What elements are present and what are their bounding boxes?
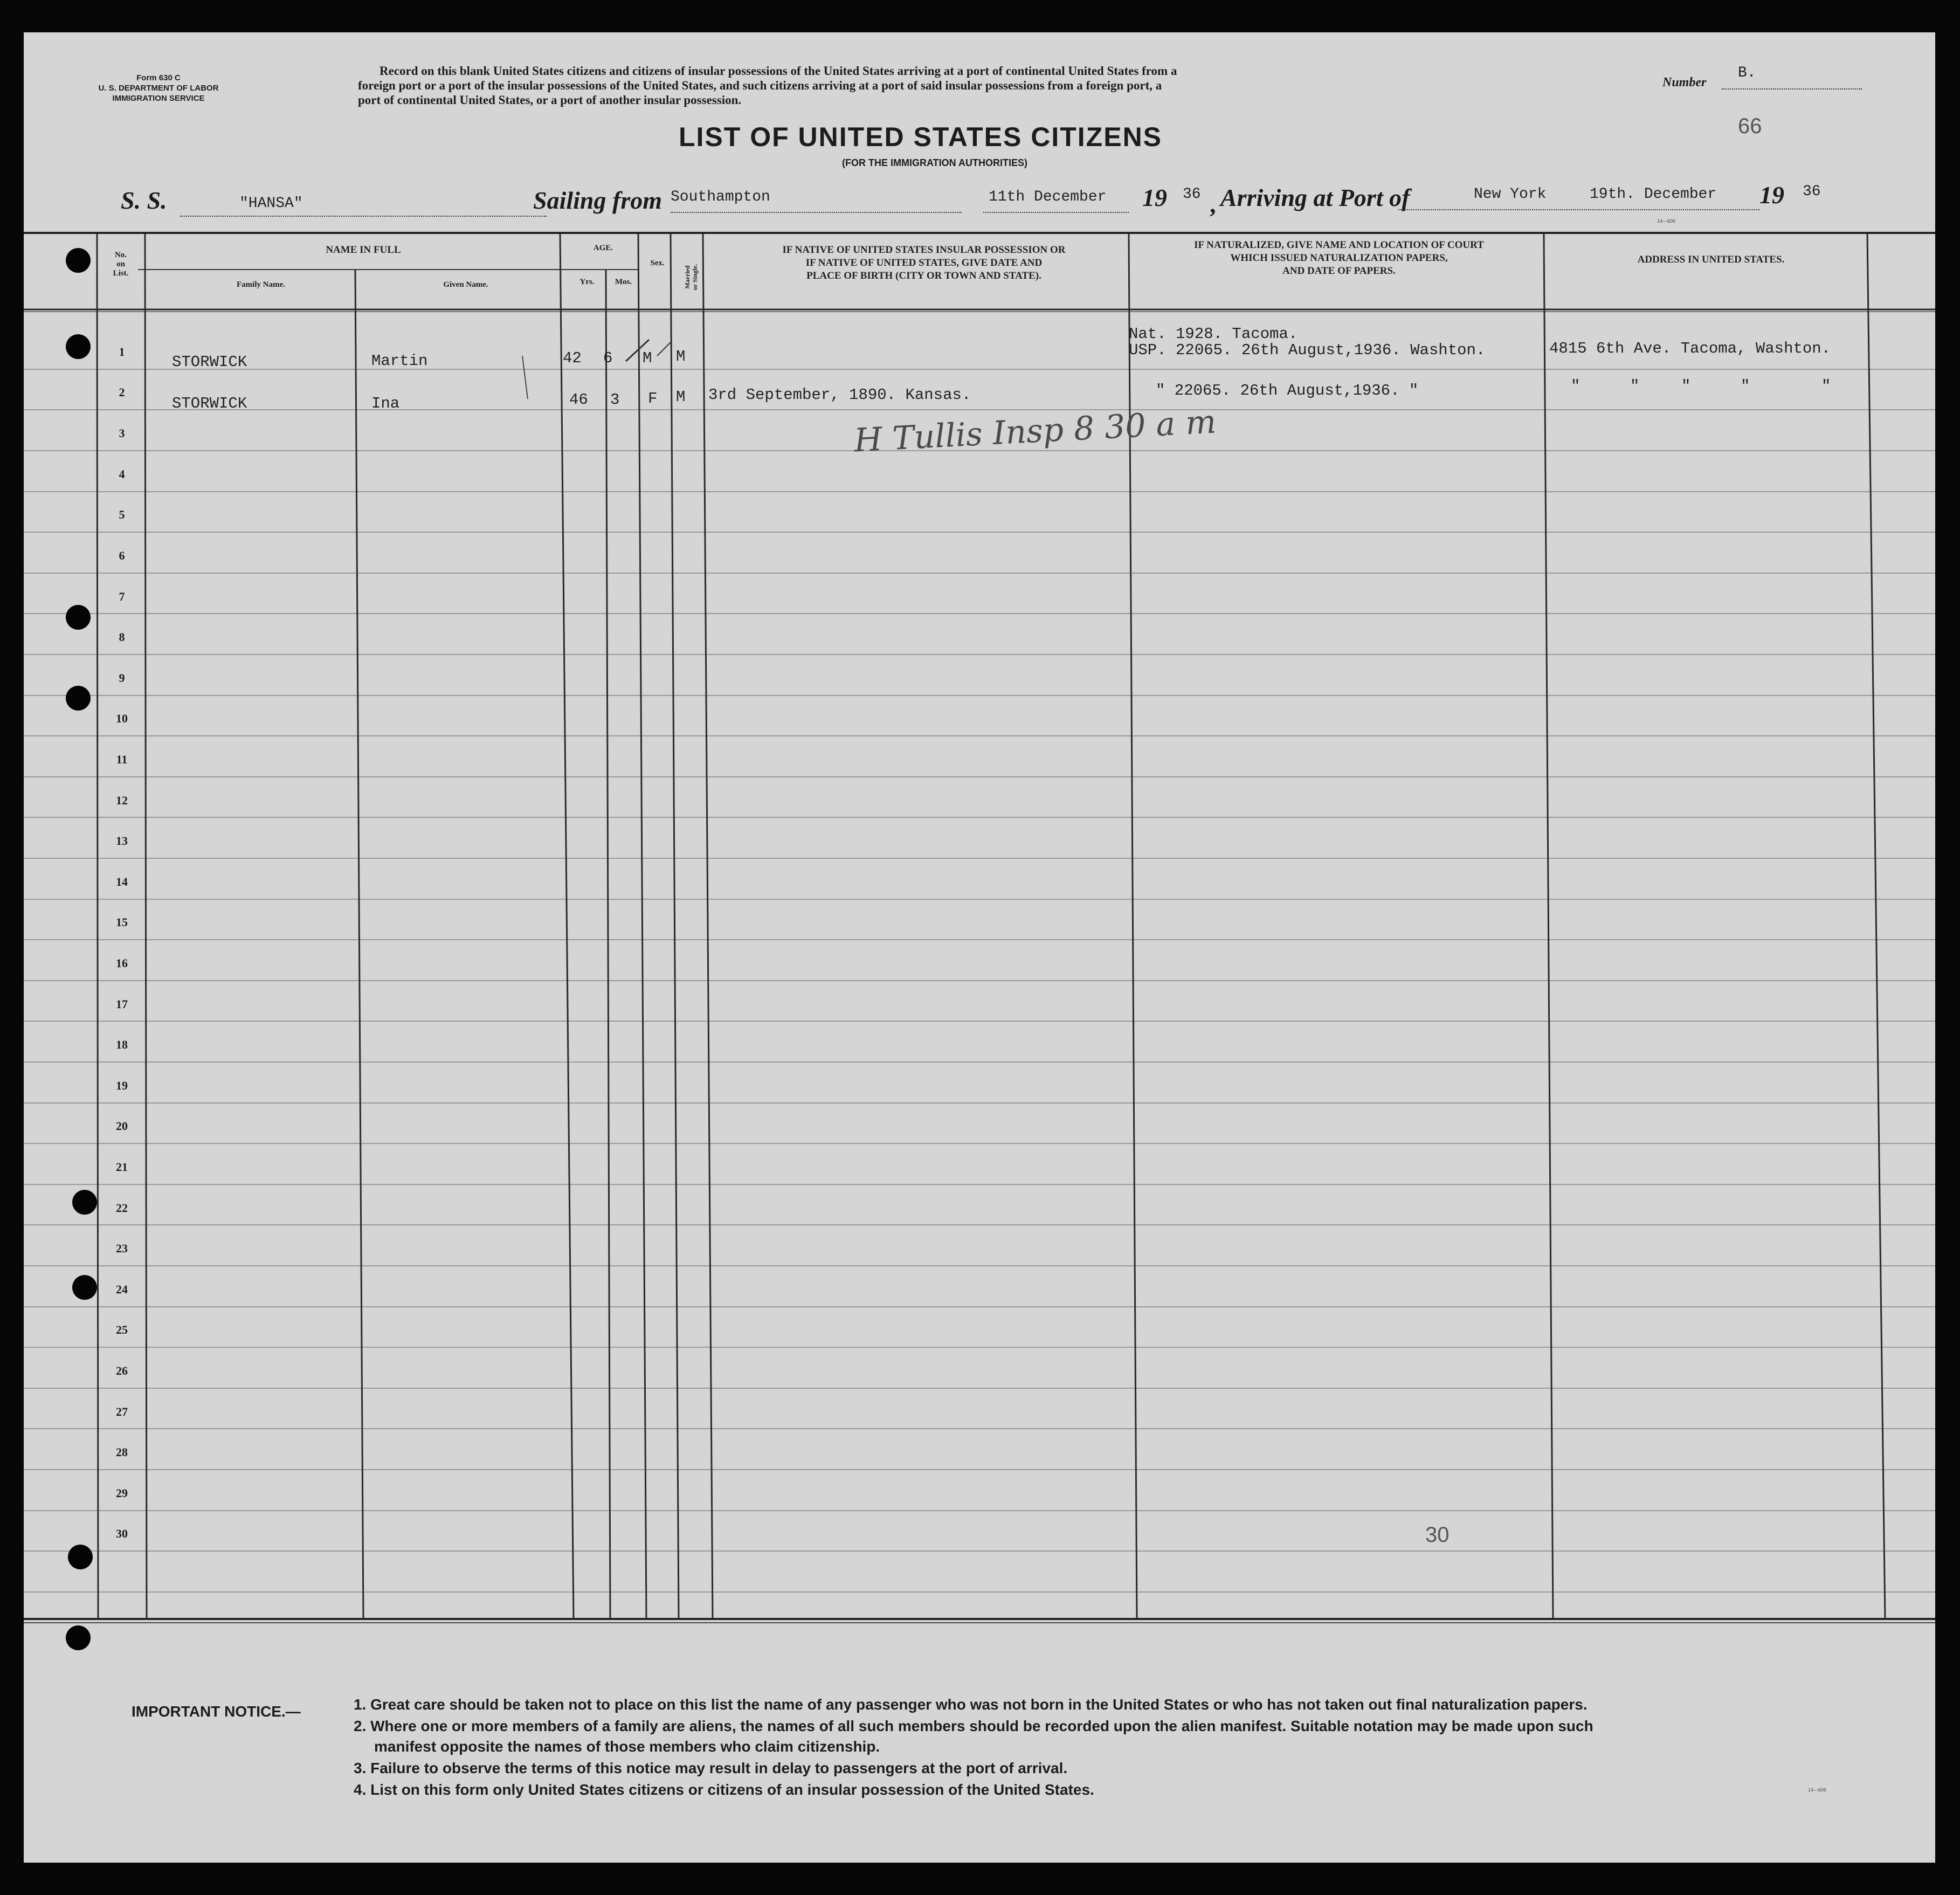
- number-label: Number: [1662, 75, 1707, 89]
- header-single-line: or Single.: [691, 264, 699, 291]
- arrival-year: 36: [1803, 183, 1821, 200]
- service: IMMIGRATION SERVICE: [112, 94, 205, 103]
- number-value: B.: [1738, 65, 1756, 81]
- entry-age-years: 42: [563, 349, 582, 367]
- sailing-port: Southampton: [671, 189, 770, 205]
- notice-heading: IMPORTANT NOTICE.—: [132, 1703, 301, 1720]
- entry-naturalization-line2: USP. 22065. 26th August,1936. Washton.: [1129, 341, 1486, 359]
- entry-given-name: Ina: [371, 395, 400, 412]
- row-number: 11: [116, 753, 128, 766]
- sheet-number: 66: [1738, 114, 1762, 138]
- header-married: [684, 245, 699, 309]
- entry-address-ditto: ": [1741, 377, 1750, 395]
- row-number: 9: [119, 671, 125, 685]
- punch-hole: [72, 1190, 97, 1215]
- row-number: 10: [116, 712, 128, 725]
- header-sex: Sex.: [650, 259, 665, 267]
- row-number: 13: [116, 834, 128, 847]
- notice-item: 1. Great care should be taken not to place on this list the name of any passenger who was not born in the United States or who has not taken out final naturalization papers.: [354, 1696, 1588, 1713]
- row-number: 8: [119, 630, 125, 644]
- row-number: 24: [116, 1283, 128, 1296]
- entry-married: M: [676, 388, 686, 406]
- printer-code-top: 14—606: [1657, 218, 1676, 224]
- header-no: No.: [114, 251, 127, 259]
- entry-married: M: [676, 348, 686, 366]
- handwritten-inspector-note: H Tullis Insp 8 30 a m: [853, 403, 1217, 460]
- row-number: 15: [116, 915, 128, 929]
- instruction-line: Record on this blank United States citizens and citizens of insular possessions of the United States arriving at a port of continental United States from a: [379, 64, 1177, 78]
- manifest-page: [24, 32, 1935, 1863]
- instruction-line: port of continental United States, or a port of another insular possession.: [358, 93, 742, 107]
- ledger-grid: [24, 32, 1935, 1863]
- row-number: 21: [116, 1160, 128, 1174]
- ruled-lines: [24, 369, 1935, 1592]
- punch-hole: [66, 248, 91, 273]
- form-identification: [78, 73, 239, 104]
- row-number: 5: [119, 508, 125, 521]
- header-native-line: IF NATIVE OF UNITED STATES, GIVE DATE AND: [805, 257, 1043, 268]
- entry-family-name: STORWICK: [172, 353, 247, 371]
- notice-item: 2. Where one or more members of a family are aliens, the names of all such members should be recorded upon the alien manifest. Suitable notation may be made upon such: [354, 1718, 1593, 1734]
- sailing-year-prefix: 19: [1142, 184, 1167, 211]
- entry-age-months: 6: [603, 349, 613, 367]
- ship-line: [180, 216, 547, 217]
- sailing-date: 11th December: [989, 189, 1107, 205]
- header-naturalized-line: IF NATURALIZED, GIVE NAME AND LOCATION OF COURT: [1194, 239, 1484, 251]
- entry-address: 4815 6th Ave. Tacoma, Washton.: [1549, 340, 1831, 357]
- row-number: 2: [119, 385, 125, 399]
- row-number: 7: [119, 590, 125, 603]
- entry-address-ditto: ": [1681, 377, 1691, 395]
- department: U. S. DEPARTMENT OF LABOR: [98, 84, 219, 93]
- entry-age-years: 46: [569, 391, 588, 409]
- row-number: 18: [116, 1038, 128, 1051]
- page-total: 30: [1425, 1523, 1450, 1547]
- instruction-line: foreign port or a port of the insular possessions of the United States, and such citizens arriving at a port of said insular possessions from a foreign port, a: [358, 79, 1162, 92]
- row-number: 28: [116, 1445, 128, 1459]
- row-number: 26: [116, 1364, 128, 1377]
- row-number: 3: [119, 426, 125, 440]
- punch-hole: [66, 334, 91, 359]
- header-mos: Mos.: [615, 278, 632, 286]
- sailing-date-line: [983, 212, 1129, 213]
- row-number: 23: [116, 1242, 128, 1255]
- row-number: 19: [116, 1079, 128, 1092]
- header-naturalized-line: AND DATE OF PAPERS.: [1282, 265, 1396, 277]
- sailing-year: 36: [1183, 186, 1201, 203]
- header-name-in-full: NAME IN FULL: [326, 244, 401, 256]
- sailing-port-line: [671, 212, 962, 213]
- row-number: 6: [119, 549, 125, 562]
- punch-hole: [66, 686, 91, 711]
- punch-hole: [72, 1275, 97, 1300]
- punch-hole: [66, 1625, 91, 1650]
- arrival-date: 19th. December: [1590, 186, 1717, 203]
- form-number: Form 630 C: [136, 73, 181, 82]
- page-title: LIST OF UNITED STATES CITIZENS: [679, 122, 1163, 152]
- ship-name: "HANSA": [239, 195, 303, 212]
- header-list: List.: [113, 269, 129, 278]
- header-native: [714, 244, 1134, 282]
- entry-address-ditto: ": [1821, 377, 1831, 395]
- notice-item: manifest opposite the names of those members who claim citizenship.: [374, 1738, 880, 1755]
- row-number: 27: [116, 1405, 128, 1418]
- entry-family-name: STORWICK: [172, 395, 247, 412]
- notice-item: 4. List on this form only United States citizens or citizens of an insular possession of the United States.: [354, 1781, 1094, 1798]
- entry-sex: F: [648, 390, 658, 408]
- row-number: 1: [119, 345, 125, 359]
- header-yrs: Yrs.: [579, 278, 595, 286]
- row-number: 12: [116, 794, 128, 807]
- entry-naturalization-line1: Nat. 1928. Tacoma.: [1129, 325, 1298, 343]
- row-number: 16: [116, 956, 128, 970]
- row-number: 4: [119, 467, 125, 481]
- row-number: 14: [116, 875, 128, 888]
- page-subtitle: (FOR THE IMMIGRATION AUTHORITIES): [842, 157, 1027, 168]
- entry-naturalization-line2: " 22065. 26th August,1936. ": [1156, 382, 1419, 399]
- entry-address-ditto: ": [1630, 377, 1640, 395]
- printer-code-bottom: 14—606: [1808, 1787, 1827, 1793]
- punch-hole: [66, 605, 91, 630]
- arrival-line: [1398, 209, 1759, 210]
- entry-given-name: Martin: [371, 352, 428, 370]
- comma-mark: ,: [1210, 190, 1216, 218]
- instructions: [358, 64, 1609, 107]
- header-native-line: PLACE OF BIRTH (CITY OR TOWN AND STATE).: [806, 270, 1041, 281]
- row-number: 22: [116, 1201, 128, 1215]
- row-number: 29: [116, 1486, 128, 1500]
- row-number: 17: [116, 997, 128, 1011]
- row-number: 30: [116, 1527, 128, 1540]
- header-address: ADDRESS IN UNITED STATES.: [1637, 254, 1785, 265]
- arrival-port: New York: [1474, 186, 1547, 203]
- notice-item: 3. Failure to observe the terms of this notice may result in delay to passengers at the port of arrival.: [354, 1760, 1068, 1776]
- header-family-name: Family Name.: [237, 280, 285, 289]
- header-native-line: IF NATIVE OF UNITED STATES INSULAR POSSESSION OR: [782, 244, 1066, 256]
- header-married-line: Married: [684, 265, 691, 289]
- punch-hole: [68, 1545, 93, 1569]
- arrival-year-prefix: 19: [1759, 181, 1784, 209]
- entry-address-ditto: ": [1571, 377, 1581, 395]
- arriving-label: Arriving at Port of: [1220, 184, 1410, 211]
- number-line: [1722, 88, 1862, 89]
- header-naturalized: [1131, 239, 1547, 278]
- header-naturalized-line: WHICH ISSUED NATURALIZATION PAPERS,: [1230, 252, 1448, 264]
- header-no-on-list: [105, 251, 137, 278]
- row-number: 25: [116, 1323, 128, 1336]
- entry-age-months: 3: [610, 391, 620, 409]
- header-on: on: [116, 260, 125, 268]
- header-age: AGE.: [593, 244, 613, 252]
- entry-birth: 3rd September, 1890. Kansas.: [708, 386, 971, 404]
- ss-label: S. S.: [121, 187, 167, 214]
- entry-sex: M: [643, 349, 652, 367]
- sailing-label: Sailing from: [533, 187, 662, 214]
- row-number: 20: [116, 1119, 128, 1133]
- header-given-name: Given Name.: [443, 280, 488, 289]
